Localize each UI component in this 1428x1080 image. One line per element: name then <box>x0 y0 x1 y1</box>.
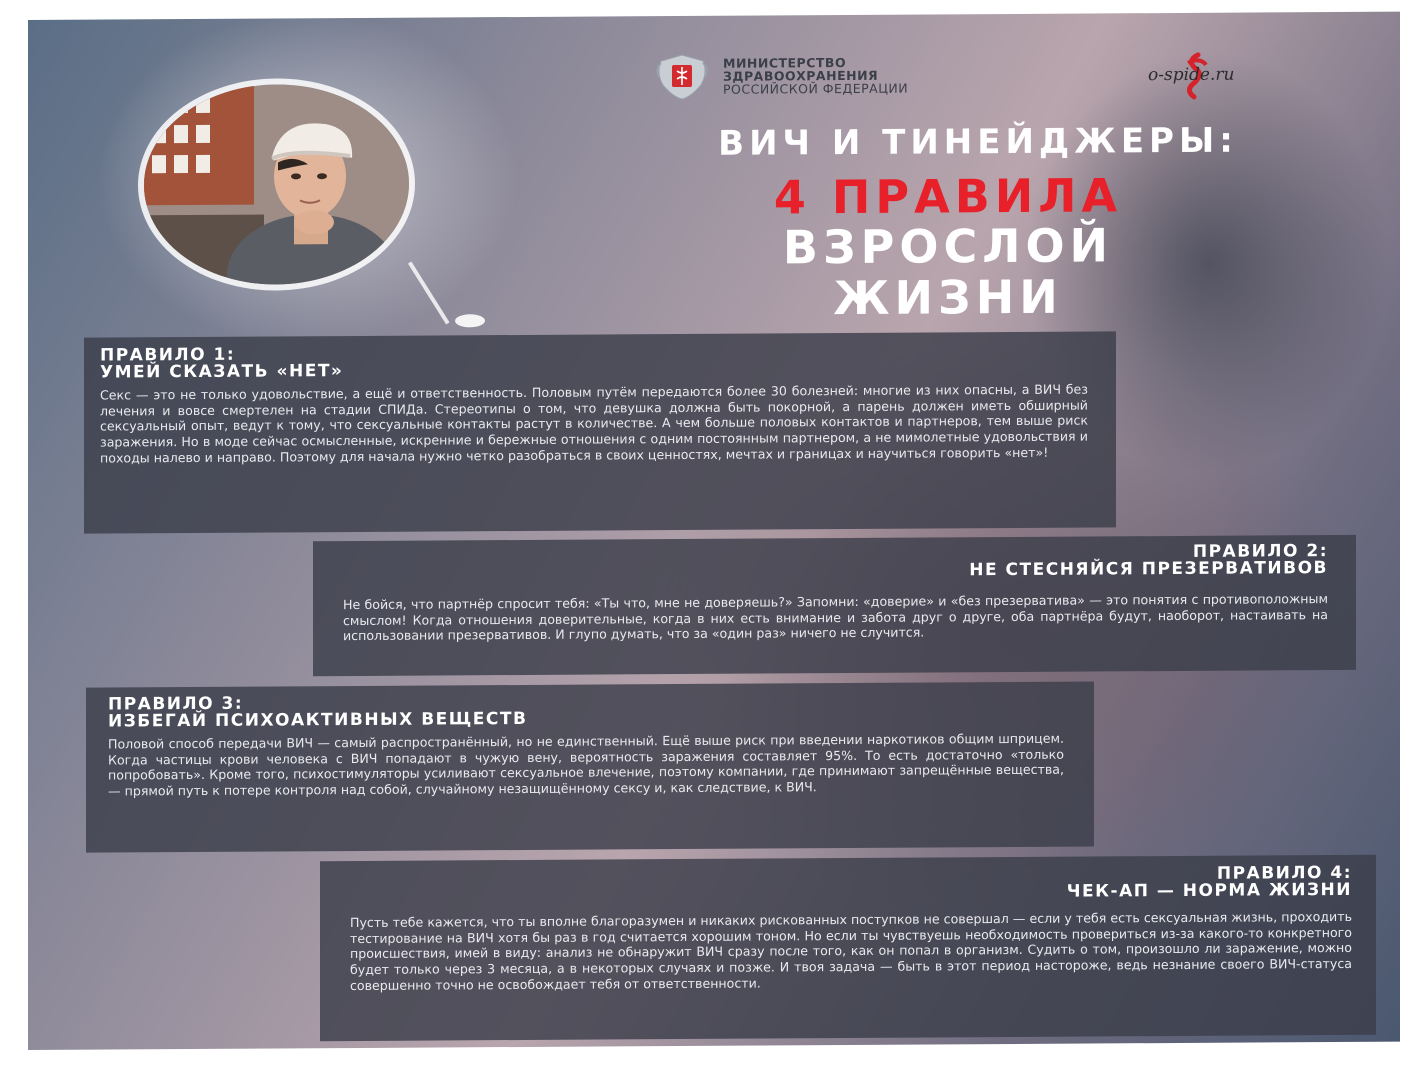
site-name: o-spide.ru <box>1148 64 1235 86</box>
rule-2-title: НЕ СТЕСНЯЙСЯ ПРЕЗЕРВАТИВОВ <box>969 558 1328 581</box>
teen-photo <box>138 78 415 292</box>
ministry-line-2: ЗДРАВООХРАНЕНИЯ <box>723 67 879 84</box>
rule-4-text: Пусть тебе кажется, что ты вполне благоразумен и никаких рискованных поступков не совершал — если у тебя есть сексуальная жизнь, проходить тестирование на ВИЧ хотя бы раз в год считается хорошим тоном. Но если ты чувствуешь необходимость провериться из-за какого-то конкретного происшествия, имей в виду: анализ не обнаружит ВИЧ сразу после того, как он попал в организм. Судить о том, произошло ли заражение, можно будет только через 3 месяца, а в некоторых случаях и позже. И твоя задача — быть в этот период настороже, ведь незнание своего ВИЧ-статуса совершенно точно не освобождает тебя от ответственности. <box>350 908 1352 993</box>
rule-4-box <box>320 855 1376 1041</box>
title-line-2: 4 ПРАВИЛА <box>773 168 1123 225</box>
rule-3-title: ИЗБЕГАЙ ПСИХОАКТИВНЫХ ВЕЩЕСТВ <box>108 708 528 732</box>
rule-3-text: Половой способ передачи ВИЧ — самый распространённый, но не единственный. Ещё выше риск при введении наркотиков общим шприцем. Когда частицы крови человека с ВИЧ попадают в чужую вену, вероятность заражения составляет 95%. То есть достаточно «только попробовать». Кроме того, психостимуляторы усиливают сексуальное влечение, поэтому компании, где принимают запрещённые вещества, — прямой путь к потере контроля над собой, случайному незащищённому сексу и, как следствие, к ВИЧ. <box>108 730 1064 799</box>
ministry-emblem-icon <box>653 51 711 101</box>
ministry-name <box>723 55 908 95</box>
rule-4-title: ЧЕК-АП — НОРМА ЖИЗНИ <box>1066 879 1352 902</box>
rule-1-title: УМЕЙ СКАЗАТЬ «НЕТ» <box>100 361 344 383</box>
rule-2-number: ПРАВИЛО 2: <box>1192 541 1328 562</box>
poster <box>28 12 1400 1050</box>
ministry-line-3: РОССИЙСКОЙ ФЕДЕРАЦИИ <box>723 80 909 97</box>
rule-3-heading <box>108 691 1064 731</box>
title-line-4: ЖИЗНИ <box>833 269 1063 326</box>
rule-4-heading <box>350 862 1352 905</box>
magnifier-dot <box>455 314 485 327</box>
title-line-1: ВИЧ И ТИНЕЙДЖЕРЫ: <box>718 120 1238 164</box>
title-line-3: ВЗРОСЛОЙ <box>782 218 1114 275</box>
rule-3-number: ПРАВИЛО 3: <box>108 693 244 715</box>
site-logo <box>1148 50 1298 101</box>
rule-2-text: Не бойся, что партнёр спросит тебя: «Ты что, мне не доверяешь?» Запомни: «доверие» и «без презерватива» — это понятия с противоположным смыслом! Когда отношения доверительные, когда в них есть внимание и забота друг о друге, оба партнёра будут, наоборот, настаивать на использовании презервативов. И глупо думать, что за «один раз» ничего не случится. <box>343 591 1328 644</box>
rule-2-box <box>313 535 1356 676</box>
rule-2-heading <box>343 543 1328 583</box>
magnifier-handle <box>408 262 450 325</box>
ministry-line-1: МИНИСТЕРСТВО <box>723 54 847 71</box>
rule-1-box <box>84 331 1116 533</box>
rule-3-box <box>86 681 1094 852</box>
rule-1-number: ПРАВИЛО 1: <box>100 344 236 366</box>
rule-1-text: Секс — это не только удовольствие, а ещё и ответственность. Половым путём передаются более 30 болезней: многие из них опасны, а ВИЧ без лечения и вовсе смертелен на стадии СПИДа. Стереотипы о том, что девушка должна быть покорной, а парень должен иметь обширный сексуальный опыт, ведут к тому, что сексуальные контакты растут в количестве. А чем больше половых контактов и партнеров, тем выше риск заражения. Но в моде сейчас осмысленные, искренние и бережные отношения с одним постоянным партнером, а не мимолетные удовольствия и походы налево и направо. Поэтому для начала нужно четко разобраться в своих ценностях, мечтах и границах и научиться говорить «нет»! <box>100 381 1088 466</box>
rule-1-heading <box>100 342 1088 382</box>
rule-4-number: ПРАВИЛО 4: <box>1216 862 1352 884</box>
ministry-logo <box>653 50 908 102</box>
